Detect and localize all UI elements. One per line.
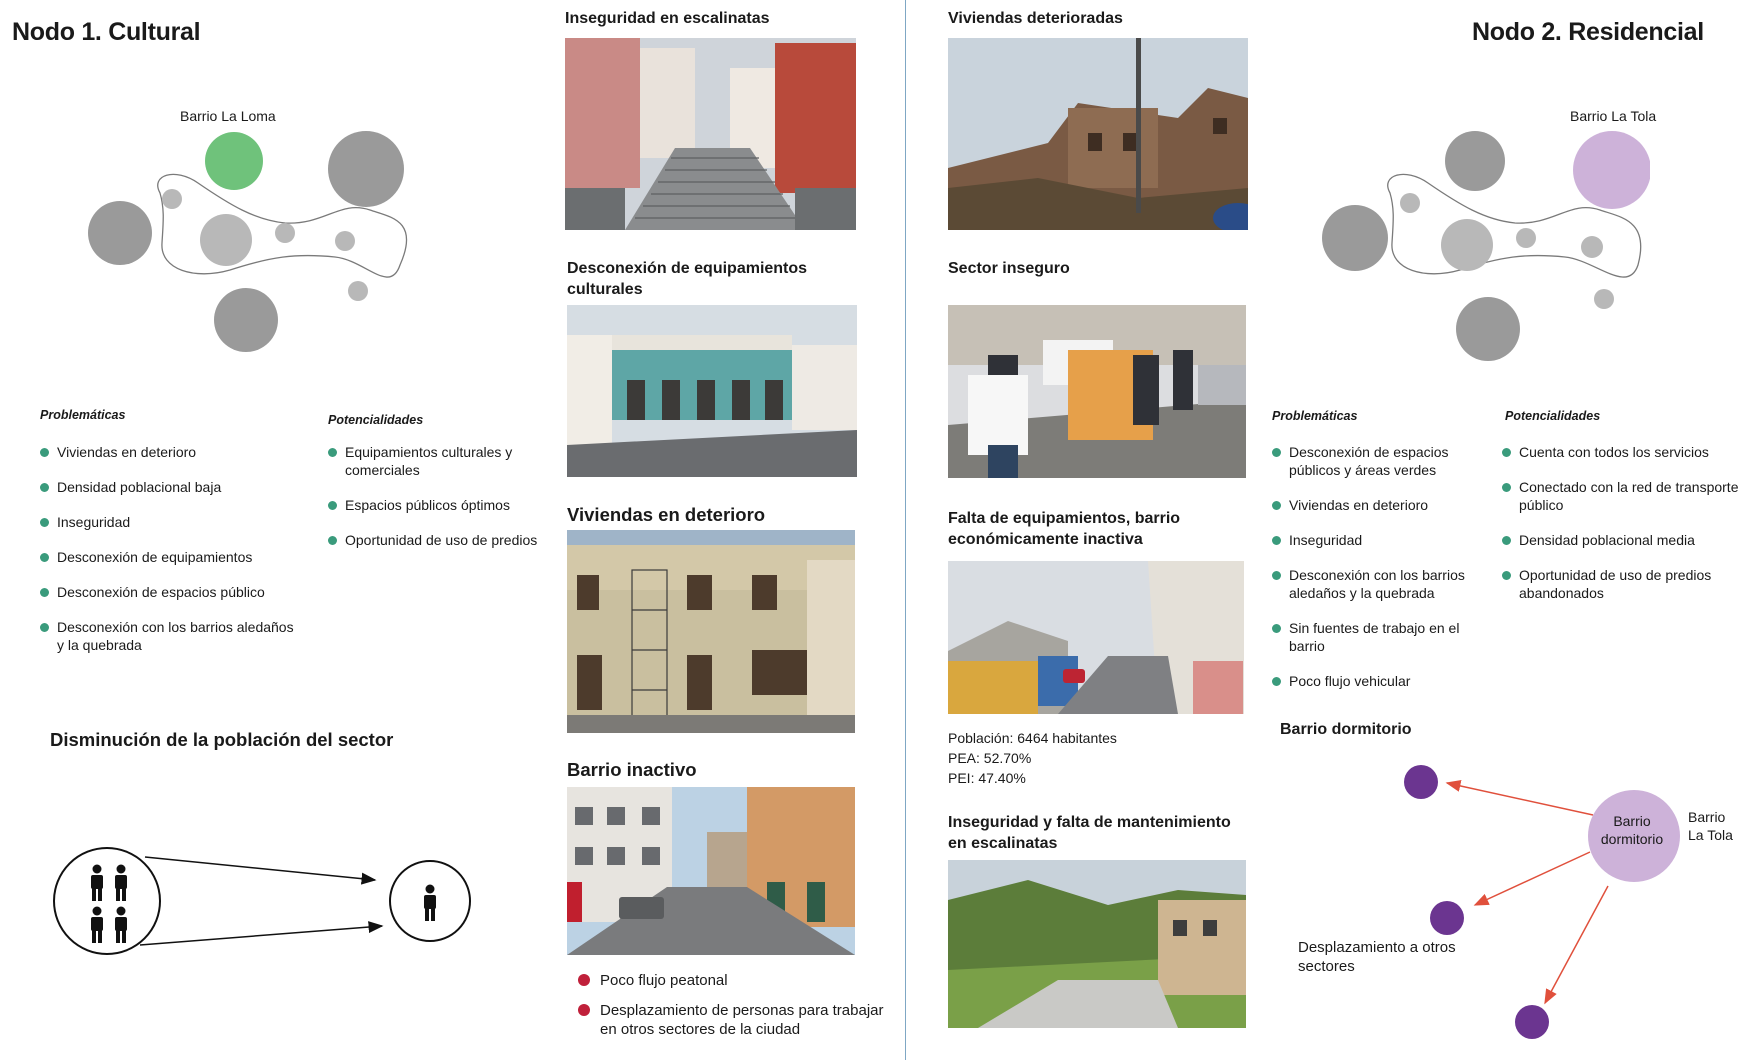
list-item: Equipamientos culturales y comerciales (328, 443, 553, 479)
population-title: Disminución de la población del sector (50, 729, 394, 750)
node1-title: Nodo 1. Cultural (12, 18, 201, 46)
person-icon (91, 907, 103, 944)
grey-circle (200, 214, 252, 266)
barrio-la-tola-circle (1573, 131, 1650, 209)
grey-circle (88, 201, 152, 265)
person-icon (91, 865, 103, 902)
person-icon (115, 907, 127, 944)
arrow (1447, 783, 1593, 815)
photo-stairs (565, 38, 856, 230)
col2-heading-2: Desconexión de equipamientos culturales (567, 260, 808, 298)
list-item: Viviendas en deterioro (40, 443, 300, 461)
person-icon (115, 865, 127, 902)
list-item: Oportunidad de uso de predios abandonados (1502, 566, 1742, 602)
list-item: Espacios públicos óptimos (328, 496, 553, 514)
population-stats (948, 728, 1117, 788)
grey-circle (1322, 205, 1388, 271)
col2-bullets (578, 971, 888, 1039)
grey-circle (328, 131, 404, 207)
list-item: Cuenta con todos los servicios (1502, 443, 1742, 461)
small-circle (1400, 193, 1420, 213)
list-item: Desconexión con los barrios aledaños y la quebrada (1272, 566, 1472, 602)
pei-stat: PEI: 47.40% (948, 770, 1026, 786)
col3-heading-4: Inseguridad y falta de mantenimiento en escalinatas (948, 814, 1231, 852)
list-item: Sin fuentes de trabajo en el barrio (1272, 619, 1472, 655)
dorm-center-label: Barrio dormitorio (1600, 813, 1664, 847)
list-item: Desplazamiento de personas para trabajar en otros sectores de la ciudad (578, 1001, 888, 1039)
small-circle (1581, 236, 1603, 258)
col2-heading-1: Inseguridad en escalinatas (565, 10, 770, 27)
dorm-title: Barrio dormitorio (1280, 721, 1412, 738)
grey-circle (1456, 297, 1520, 361)
photo-inactive-street (567, 787, 855, 955)
photo-protest (948, 305, 1246, 478)
dormitory-diagram (1290, 760, 1730, 1050)
small-circle (348, 281, 368, 301)
list-item: Desconexión de espacios públicos y áreas verdes (1272, 443, 1472, 479)
barrio-la-loma-circle (205, 132, 263, 190)
node2-potential-title: Potencialidades (1505, 409, 1601, 423)
arrow (140, 926, 382, 945)
list-item: Poco flujo vehicular (1272, 672, 1472, 690)
node1-problems-list (40, 443, 300, 654)
list-item: Viviendas en deterioro (1272, 496, 1472, 514)
list-item: Inseguridad (40, 513, 300, 531)
col3-heading-3: Falta de equipamientos, barrio económicamente inactiva (948, 510, 1181, 548)
photo-deteriorated-dwellings (948, 38, 1248, 230)
dorm-caption: Desplazamiento a otros sectores (1298, 939, 1456, 975)
list-item: Desconexión de equipamientos (40, 548, 300, 566)
small-circle (1594, 289, 1614, 309)
small-circle (335, 231, 355, 251)
column-divider (905, 0, 906, 1060)
list-item: Desconexión de espacios público (40, 583, 300, 601)
node2-potential-list (1502, 443, 1742, 602)
list-item: Oportunidad de uso de predios (328, 531, 553, 549)
node1-problems-title: Problemáticas (40, 408, 126, 422)
list-item: Densidad poblacional media (1502, 531, 1742, 549)
population-count: Población: 6464 habitantes (948, 730, 1117, 746)
photo-deteriorated-houses (567, 530, 855, 733)
col2-heading-3: Viviendas en deterioro (567, 504, 766, 525)
grey-circle (1445, 131, 1505, 191)
small-circle (275, 223, 295, 243)
destination-circle (1515, 1005, 1549, 1039)
destination-circle (1404, 765, 1438, 799)
small-circle (1516, 228, 1536, 248)
node2-problems-title: Problemáticas (1272, 409, 1358, 423)
dorm-side-label: Barrio La Tola (1688, 809, 1733, 843)
node1-bubble-diagram (80, 125, 420, 365)
node2-title: Nodo 2. Residencial (1472, 18, 1704, 46)
list-item: Conectado con la red de transporte público (1502, 478, 1742, 514)
list-item: Desconexión con los barrios aledaños y la quebrada (40, 618, 300, 654)
node1-potential-title: Potencialidades (328, 413, 424, 427)
list-item: Inseguridad (1272, 531, 1472, 549)
node2-problems-list (1272, 443, 1472, 690)
arrow (1475, 852, 1590, 905)
photo-overgrown-stairs (948, 860, 1246, 1028)
group-circle (54, 848, 160, 954)
barrio-la-loma-label: Barrio La Loma (180, 108, 276, 124)
col2-heading-4: Barrio inactivo (567, 759, 697, 780)
grey-circle (214, 288, 278, 352)
node1-potential-list (328, 443, 553, 549)
person-icon (424, 885, 436, 922)
photo-inactive-barrio (948, 561, 1244, 714)
photo-cultural-building (567, 305, 857, 477)
node2-bubble-diagram (1310, 125, 1650, 365)
list-item: Poco flujo peatonal (578, 971, 888, 990)
col3-heading-2: Sector inseguro (948, 260, 1070, 277)
grey-circle (1441, 219, 1493, 271)
population-diagram (50, 845, 480, 965)
destination-circle (1430, 901, 1464, 935)
barrio-la-tola-label: Barrio La Tola (1570, 108, 1657, 124)
pea-stat: PEA: 52.70% (948, 750, 1032, 766)
arrow (1545, 886, 1608, 1003)
small-circle (162, 189, 182, 209)
list-item: Densidad poblacional baja (40, 478, 300, 496)
col3-heading-1: Viviendas deterioradas (948, 10, 1123, 27)
arrow (145, 857, 375, 880)
